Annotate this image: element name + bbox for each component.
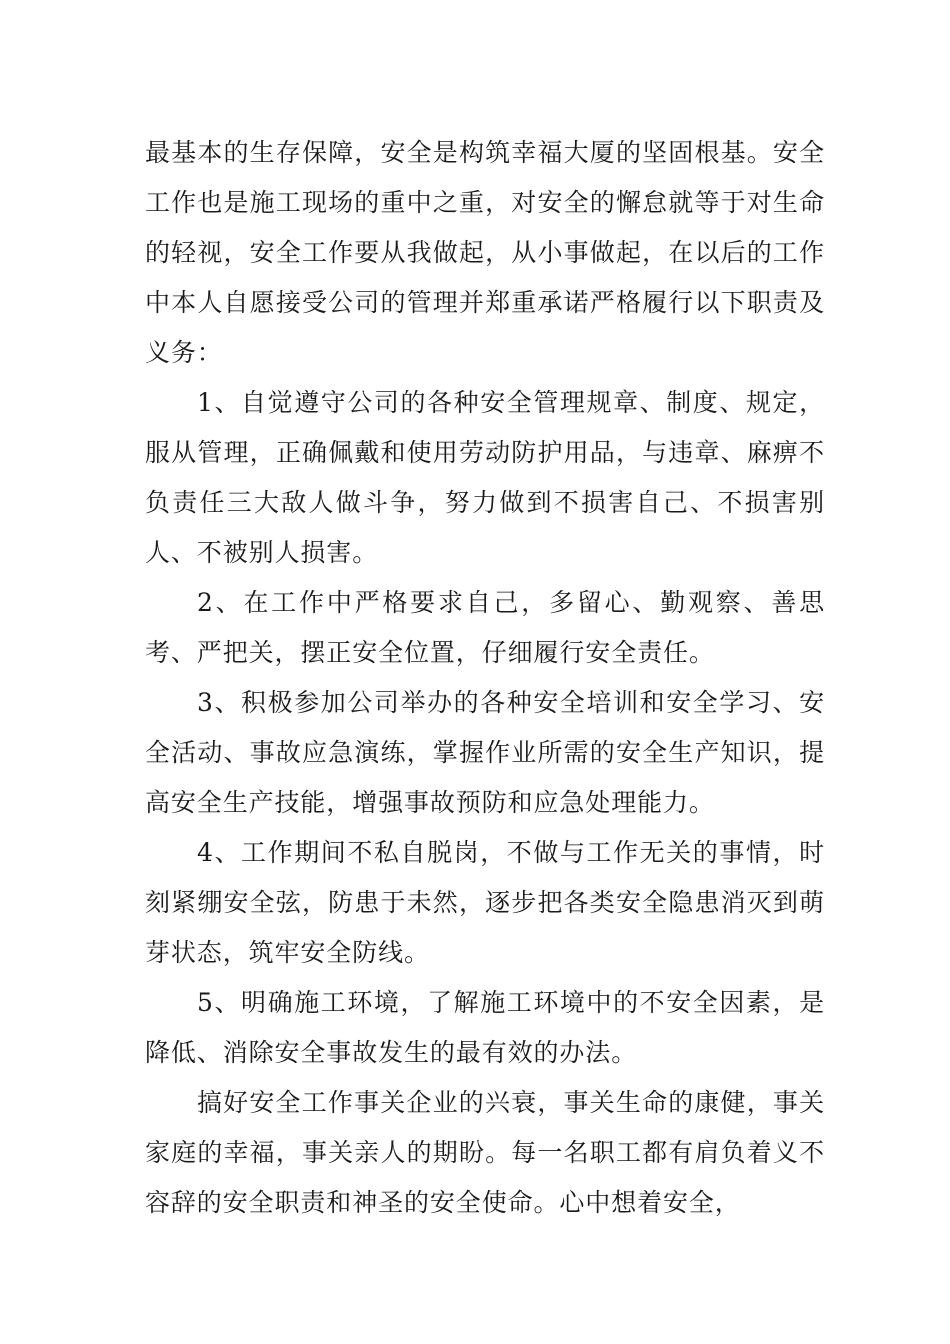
paragraph-item-5: 5、明确施工环境，了解施工环境中的不安全因素，是降低、消除安全事故发生的最有效的办法。	[145, 988, 825, 1067]
document-body	[145, 128, 825, 1228]
paragraph-item-3: 3、积极参加公司举办的各种安全培训和安全学习、安全活动、事故应急演练，掌握作业所需的安全生产知识，提高安全生产技能，增强事故预防和应急处理能力。	[145, 688, 825, 817]
paragraph-continuation: 最基本的生存保障，安全是构筑幸福大厦的坚固根基。安全工作也是施工现场的重中之重，对安全的懈怠就等于对生命的轻视，安全工作要从我做起，从小事做起，在以后的工作中本人自愿接受公司的管理并郑重承诺严格履行以下职责及义务：	[145, 138, 825, 367]
paragraph-item-2: 2、在工作中严格要求自己，多留心、勤观察、善思考、严把关，摆正安全位置，仔细履行安全责任。	[145, 588, 825, 667]
paragraph-closing: 搞好安全工作事关企业的兴衰，事关生命的康健，事关家庭的幸福，事关亲人的期盼。每一名职工都有肩负着义不容辞的安全职责和神圣的安全使命。心中想着安全，	[145, 1088, 825, 1217]
paragraph-item-1: 1、自觉遵守公司的各种安全管理规章、制度、规定，服从管理，正确佩戴和使用劳动防护用品，与违章、麻痹不负责任三大敌人做斗争，努力做到不损害自己、不损害别人、不被别人损害。	[145, 388, 825, 567]
paragraph-item-4: 4、工作期间不私自脱岗，不做与工作无关的事情，时刻紧绷安全弦，防患于未然，逐步把各类安全隐患消灭到萌芽状态，筑牢安全防线。	[145, 838, 825, 967]
